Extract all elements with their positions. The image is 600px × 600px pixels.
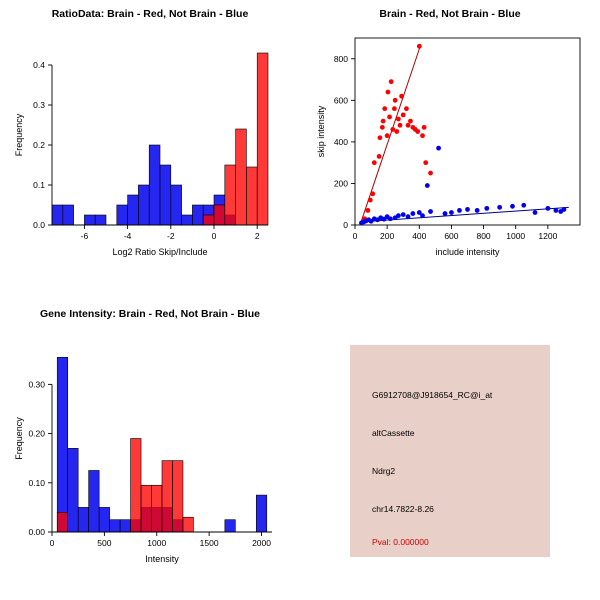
histogram-bar (57, 512, 67, 532)
histogram-bar (171, 185, 182, 225)
scatter-point (497, 205, 502, 210)
scatter-point (553, 208, 558, 213)
x-tick-label: 800 (476, 231, 491, 241)
ratio-histogram-plot (0, 20, 300, 285)
y-tick-label: 0.00 (28, 527, 45, 537)
scatter-point (381, 119, 386, 124)
scatter-point (510, 204, 515, 209)
histogram-bar (160, 165, 171, 225)
scatter-point (389, 79, 394, 84)
scatter-point (422, 125, 427, 130)
histogram-bar (149, 145, 160, 225)
histogram-bar (214, 205, 225, 225)
histogram-bar (203, 215, 214, 225)
scatter-point (423, 160, 428, 165)
histogram-bar (120, 520, 130, 532)
histogram-bar (236, 129, 247, 225)
x-tick-label: 0 (211, 231, 217, 241)
ratio-histogram-title: RatioData: Brain - Red, Not Brain - Blue (51, 8, 249, 20)
scatter-point (393, 98, 398, 103)
x-axis-label: include intensity (435, 247, 500, 257)
y-tick-label: 800 (333, 53, 348, 64)
pvalue-text: Pval: 0.000000 (372, 537, 429, 547)
scatter-point (449, 210, 454, 215)
scatter-point (370, 191, 375, 196)
histogram-bar (68, 448, 78, 532)
y-tick-label: 600 (333, 95, 348, 106)
histogram-bar (57, 357, 67, 532)
y-tick-label: 0.1 (33, 180, 45, 190)
histogram-bar (225, 165, 236, 225)
scatter-point (396, 117, 401, 122)
y-tick-label: 0.2 (33, 140, 45, 150)
scatter-point (417, 44, 422, 49)
histogram-bar (63, 205, 74, 225)
scatter-point (420, 133, 425, 138)
scatter-point (388, 216, 393, 221)
scatter-point (428, 171, 433, 176)
x-axis-label: Intensity (145, 554, 179, 564)
gene-histogram-title: Gene Intensity: Brain - Red, Not Brain - Blue (40, 308, 260, 320)
histogram-bar (257, 53, 268, 225)
histogram-bar (172, 461, 182, 532)
scatter-point (398, 123, 403, 128)
gene-histogram-panel (0, 300, 300, 600)
scatter-point (401, 112, 406, 117)
scatter-point (387, 115, 392, 120)
scatter-point (378, 135, 383, 140)
scatter-point (406, 214, 411, 219)
x-tick-label: 1000 (147, 538, 167, 548)
scatter-point (368, 198, 373, 203)
gene-name-text: Ndrg2 (372, 466, 396, 476)
scatter-point (401, 212, 406, 217)
ratio-histogram-panel (0, 0, 300, 295)
y-tick-label: 0 (343, 220, 348, 230)
scatter-point (392, 106, 397, 111)
scatter-plot (300, 20, 600, 285)
scatter-point (394, 129, 399, 134)
event-type-text: altCassette (372, 428, 415, 438)
histogram-bar (192, 205, 203, 225)
scatter-point (372, 160, 377, 165)
histogram-bar (84, 215, 95, 225)
scatter-point (380, 125, 385, 130)
scatter-point (385, 133, 390, 138)
scatter-point (425, 183, 430, 188)
scatter-point (428, 209, 433, 214)
histogram-bar (117, 205, 128, 225)
scatter-point (545, 206, 550, 211)
x-tick-label: 2 (254, 231, 260, 241)
scatter-point (436, 146, 441, 151)
x-tick-label: 1200 (538, 231, 558, 241)
y-tick-label: 0.4 (33, 60, 45, 70)
histogram-bar (99, 507, 109, 532)
x-tick-label: 1500 (199, 538, 219, 548)
x-tick-label: 2000 (252, 538, 271, 548)
x-tick-label: -4 (123, 231, 132, 241)
scatter-point (562, 207, 567, 212)
x-tick-label: 500 (97, 538, 112, 548)
histogram-bar (256, 495, 266, 532)
locus-text: chr14.7822-8.26 (372, 504, 434, 514)
scatter-point (408, 119, 413, 124)
x-tick-label: 200 (380, 231, 395, 241)
y-tick-label: 200 (333, 178, 348, 189)
y-axis-label: Frequency (14, 417, 24, 460)
y-tick-label: 0.30 (28, 379, 45, 390)
histogram-bar (138, 185, 149, 225)
histogram-bar (152, 485, 162, 532)
y-tick-label: 0.20 (28, 428, 45, 439)
scatter-point (399, 94, 404, 99)
histogram-bar (162, 461, 172, 532)
histogram-bar (225, 520, 235, 532)
scatter-point (420, 213, 425, 218)
y-axis-label: skip intensity (316, 105, 326, 158)
scatter-panel (300, 0, 600, 295)
scatter-point (415, 129, 420, 134)
scatter-point (377, 154, 382, 159)
scatter-point (396, 213, 401, 218)
histogram-bar (78, 507, 88, 532)
scatter-point (365, 208, 370, 213)
info-panel (300, 300, 600, 600)
scatter-point (533, 210, 538, 215)
histogram-bar (183, 517, 193, 532)
scatter-point (410, 211, 415, 216)
y-tick-label: 400 (333, 136, 348, 147)
x-tick-label: 0 (49, 538, 55, 548)
x-tick-label: 600 (444, 231, 459, 241)
x-axis-label: Log2 Ratio Skip/Include (112, 247, 208, 257)
scatter-point (457, 208, 462, 213)
plot-frame (355, 38, 580, 225)
histogram-bar (110, 520, 120, 532)
histogram-bar (246, 167, 257, 225)
scatter-point (484, 206, 489, 211)
x-tick-label: 400 (412, 231, 427, 241)
histogram-bar (52, 205, 63, 225)
x-tick-label: 1000 (506, 231, 526, 241)
histogram-bar (182, 215, 193, 225)
scatter-point (521, 203, 526, 208)
y-tick-label: 0.0 (33, 220, 45, 230)
histogram-bar (141, 485, 151, 532)
y-axis-label: Frequency (14, 113, 24, 157)
y-tick-label: 0.3 (33, 100, 45, 110)
histogram-bar (89, 470, 99, 532)
x-tick-label: -2 (167, 231, 175, 241)
histogram-bar (131, 439, 141, 533)
scatter-point (404, 106, 409, 111)
scatter-point (443, 211, 448, 216)
info-box (350, 345, 550, 557)
scatter-point (465, 207, 470, 212)
gene-histogram-plot (0, 320, 300, 590)
histogram-bar (95, 215, 106, 225)
scatter-point (406, 123, 411, 128)
y-tick-label: 0.10 (28, 477, 45, 488)
scatter-point (475, 208, 480, 213)
scatter-point (386, 90, 391, 95)
histogram-bar (128, 195, 139, 225)
probe-id-text: G6912708@J918654_RC@i_at (372, 390, 493, 400)
x-tick-label: 0 (352, 231, 358, 241)
x-tick-label: -6 (80, 231, 89, 241)
scatter-point (382, 106, 387, 111)
scatter-title: Brain - Red, Not Brain - Blue (379, 8, 521, 20)
